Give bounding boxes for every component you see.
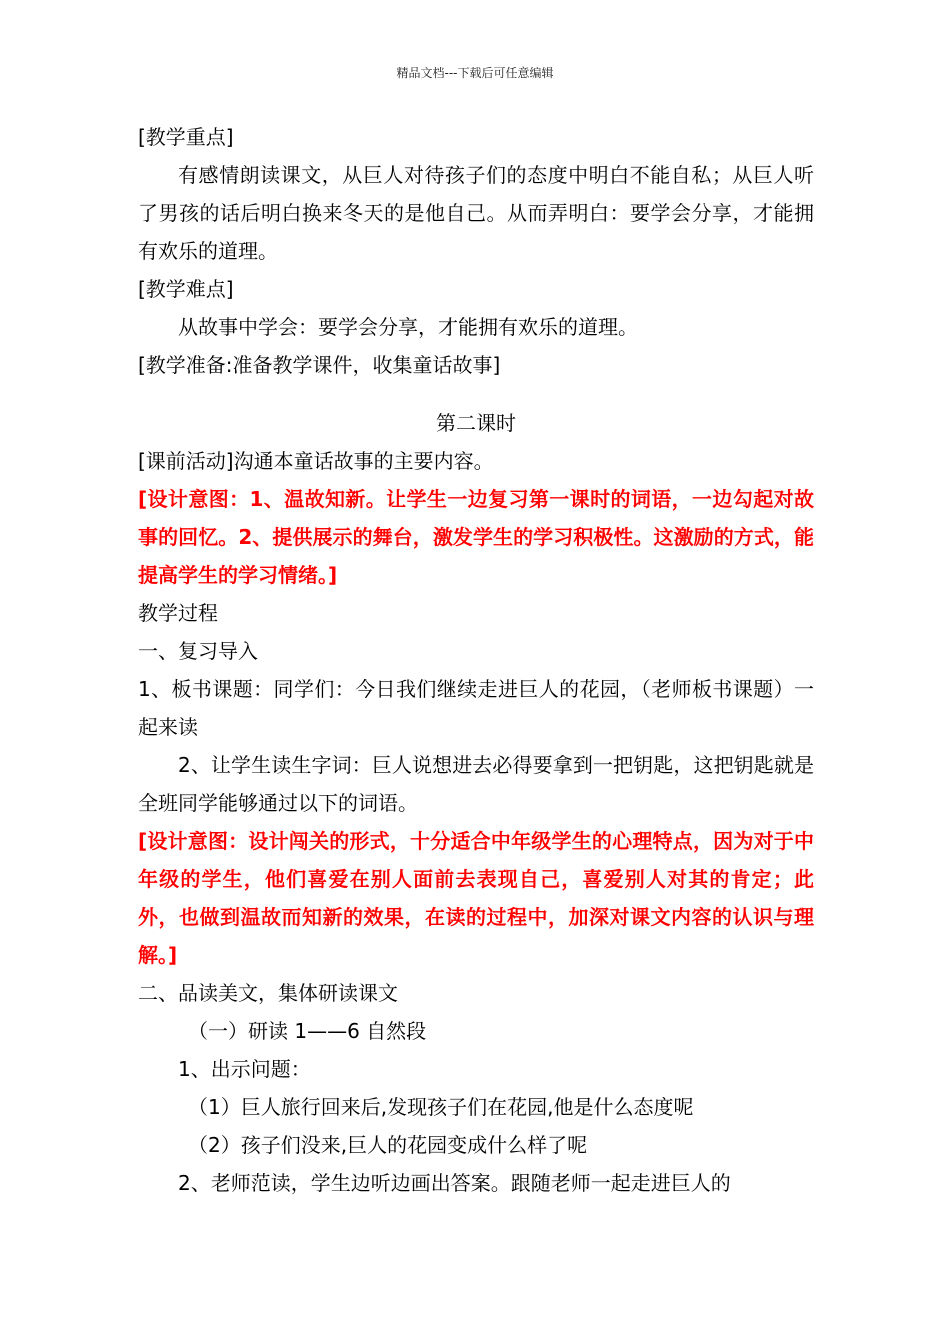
focus-text: 有感情朗读课文，从巨人对待孩子们的态度中明白不能自私；从巨人听了男孩的话后明白换来冬天的是他自己。从而弄明白：要学会分享，才能拥有欢乐的道理。	[138, 163, 814, 263]
question-2: （2）孩子们没来,巨人的花园变成什么样了呢	[188, 1133, 588, 1157]
step-1: 1、出示问题：	[178, 1057, 311, 1081]
subsection-1-heading: （一）研读 1——6 自然段	[188, 1019, 427, 1043]
page-header: 精品文档---下载后可任意编辑	[396, 66, 554, 80]
section-1-heading: 一、复习导入	[138, 639, 258, 663]
process-heading: 教学过程	[138, 601, 218, 625]
item-2: 2、让学生读生字词：巨人说想进去必得要拿到一把钥匙，这把钥匙就是全班同学能够通过以下的词语。	[138, 753, 814, 815]
document-body	[138, 118, 814, 1202]
spacer	[138, 384, 814, 404]
section-2-heading: 二、品读美文，集体研读课文	[138, 981, 398, 1005]
step-2: 2、老师范读，学生边听边画出答案。跟随老师一起走进巨人的	[178, 1171, 731, 1195]
focus-heading: [教学重点]	[138, 125, 234, 149]
pre-activity: [课前活动]沟通本童话故事的主要内容。	[138, 449, 494, 473]
difficulty-text: 从故事中学会：要学会分享，才能拥有欢乐的道理。	[178, 315, 638, 339]
item-1: 1、板书课题：同学们：今日我们继续走进巨人的花园，（老师板书课题）一起来读	[138, 677, 814, 739]
difficulty-heading: [教学难点]	[138, 277, 234, 301]
lesson-title: 第二课时	[436, 411, 516, 435]
design-intent-2: [设计意图：设计闯关的形式，十分适合中年级学生的心理特点，因为对于中年级的学生，他们喜爱在别人面前去表现自己，喜爱别人对其的肯定；此外，也做到温故而知新的效果，在读的过程中，加深对课文内容的认识与理解。]	[138, 829, 814, 967]
design-intent-1: [设计意图：1、温故知新。让学生一边复习第一课时的词语，一边勾起对故事的回忆。2、提供展示的舞台，激发学生的学习积极性。这激励的方式，能提高学生的学习情绪。]	[138, 487, 814, 587]
preparation-text: [教学准备:准备教学课件，收集童话故事]	[138, 353, 501, 377]
question-1: （1）巨人旅行回来后,发现孩子们在花园,他是什么态度呢	[188, 1095, 694, 1119]
